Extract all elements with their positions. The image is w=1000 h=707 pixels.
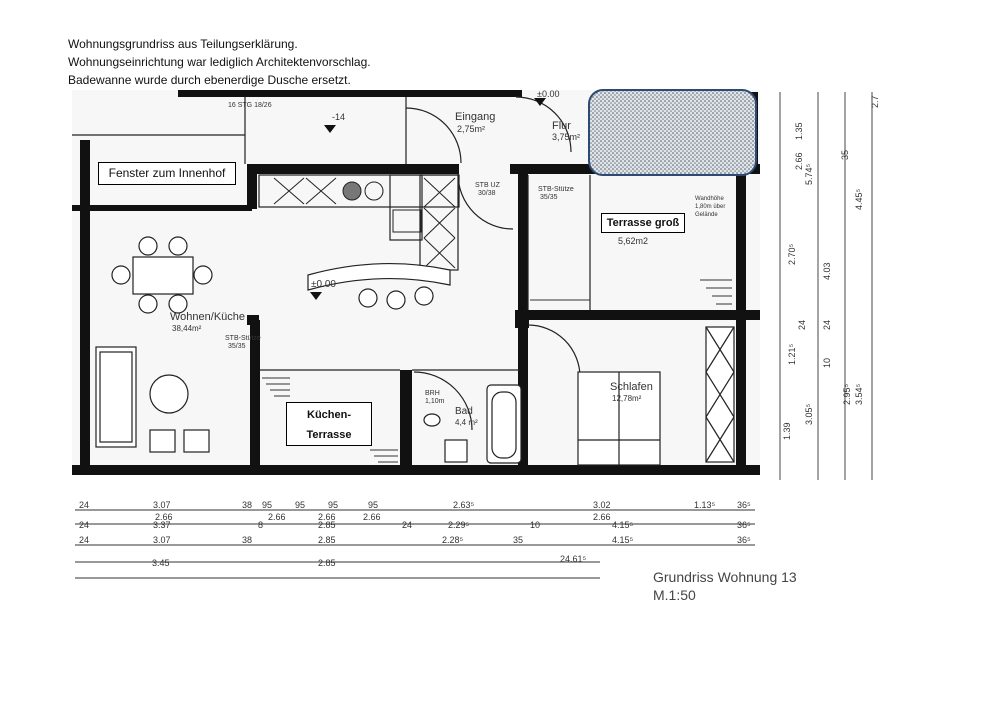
terrasse-gross-text: Terrasse groß	[606, 217, 680, 229]
dim-r4-1: 3.07	[153, 535, 171, 545]
brh-2: 1,10m	[425, 398, 445, 405]
vdim-13: 2.7	[870, 95, 880, 108]
dim-r1-8: 3.02	[593, 500, 611, 510]
wandhoehe-3: Gelände	[695, 212, 718, 218]
bad-label: Bad	[455, 406, 473, 417]
dim-r1-9: 1.13⁵	[694, 500, 716, 510]
flur-area: 3,75m²	[552, 132, 581, 142]
kuechen-terrasse-label	[286, 402, 372, 446]
vdim-12: 3.54⁵	[854, 383, 864, 405]
note-line-2: Wohnungseinrichtung war lediglich Architektenvorschlag.	[68, 55, 371, 69]
vdim-8: 35	[840, 149, 850, 160]
top-level-label: ±0.00	[537, 89, 560, 99]
dim-r3-2: 8	[258, 520, 264, 530]
caption-scale: M.1:50	[653, 587, 696, 603]
note-line-3: Badewanne wurde durch ebenerdige Dusche ersetzt.	[68, 73, 351, 87]
vdim-1: 2.66	[794, 152, 804, 170]
dim-r4-0: 24	[79, 535, 90, 545]
wandhoehe-2: 1,80m über	[695, 204, 726, 210]
caption-title: Grundriss Wohnung 13	[653, 569, 797, 585]
dim-r1-4: 95	[295, 500, 306, 510]
wohnen-area: 38,44m²	[172, 324, 202, 333]
dim-r3-6: 10	[530, 520, 541, 530]
dim-r1-2: 38	[242, 500, 253, 510]
plan-caption	[653, 568, 797, 604]
vdim-10: 2.95⁵	[842, 383, 852, 405]
dim-r1-6: 95	[368, 500, 379, 510]
schlafen-label: Schlafen	[610, 381, 653, 393]
innenhof-text: Fenster zum Innenhof	[108, 166, 226, 180]
dim-r2-1: 2.66	[268, 512, 286, 522]
dim-r1-10: 36⁵	[737, 500, 751, 510]
dim-r4-3: 2.85	[318, 535, 336, 545]
stb-stuetze2-label: STB-Stütze	[225, 335, 261, 342]
vdim-2: 5.74⁵	[804, 163, 814, 185]
dim-r3-1: 3.37	[153, 520, 171, 530]
dim-r2-0: 2.66	[155, 512, 173, 522]
dim-r3-5: 2.29⁵	[448, 520, 470, 530]
dim-r1-0: 24	[79, 500, 90, 510]
vdim-4: 1.21⁵	[787, 343, 797, 365]
dim-r2-3: 2.66	[363, 512, 381, 522]
dim-r1-3: 95	[262, 500, 273, 510]
vdim-0: 1.35	[794, 122, 804, 140]
vdim-7: 24	[797, 319, 807, 330]
dim-r3-8: 36⁵	[737, 520, 751, 530]
terrasse-gross-label	[601, 213, 685, 233]
dim-r4-5: 35	[513, 535, 524, 545]
dim-r2-2: 2.66	[318, 512, 336, 522]
dim-r3-7: 4.15⁵	[612, 520, 634, 530]
vdim-11: 4.45⁵	[854, 188, 864, 210]
wandhoehe-1: Wandhöhe	[695, 196, 724, 202]
stb-uz-dim: 30/38	[478, 190, 496, 197]
dim-r1-1: 3.07	[153, 500, 171, 510]
kuechen-terrasse-line-2: Terrasse	[306, 429, 352, 441]
dim-r4-7: 36⁵	[737, 535, 751, 545]
vdim-14: 10	[822, 357, 832, 368]
dim-r2-4: 2.66	[593, 512, 611, 522]
stb-stuetze2-dim: 35/35	[228, 343, 246, 350]
dim-r4-6: 4.15⁵	[612, 535, 634, 545]
dim-r1-5: 95	[328, 500, 339, 510]
dim-r5-2: 24.61⁵	[560, 554, 587, 564]
stb-uz-label: STB UZ	[475, 182, 500, 189]
eingang-area: 2,75m²	[457, 124, 486, 134]
wohnen-label: Wohnen/Küche	[170, 311, 246, 323]
dim-r4-2: 38	[242, 535, 253, 545]
stb-stuetze-label: STB-Stütze	[538, 186, 574, 193]
kuechen-terrasse-line-1: Küchen-	[307, 409, 351, 421]
dim-r3-3: 2.85	[318, 520, 336, 530]
dim-r4-4: 2.28⁵	[442, 535, 464, 545]
stg-label: 16 STG 18/26	[228, 102, 272, 109]
brh-1: BRH	[425, 390, 440, 397]
stb-stuetze-dim: 35/35	[540, 194, 558, 201]
dim-r5-0: 3.45	[152, 558, 170, 568]
vdim-6: 1.39	[782, 422, 792, 440]
dim-r3-4: 24	[402, 520, 413, 530]
vdim-9: 4.03	[822, 262, 832, 280]
level-label: ±0.00	[311, 279, 336, 290]
innenhof-label	[98, 162, 236, 185]
vdim-3: 2.70⁵	[787, 243, 797, 265]
terrasse-area: 5,62m2	[618, 236, 649, 246]
vertical-dimensions	[782, 95, 880, 440]
note-line-1: Wohnungsgrundriss aus Teilungserklärung.	[68, 37, 298, 51]
eingang-label: Eingang	[455, 111, 496, 123]
bad-area: 4,4 m²	[455, 418, 478, 427]
flur-label: Flur	[552, 120, 571, 132]
schlafen-area: 12,78m²	[612, 394, 642, 403]
dim-r1-7: 2.63⁵	[453, 500, 475, 510]
vdim-5: 3.05⁵	[804, 403, 814, 425]
planting-area	[589, 90, 756, 175]
dim-r3-0: 24	[79, 520, 90, 530]
vdim-15: 24	[822, 319, 832, 330]
minus14-label: -14	[332, 112, 346, 122]
dim-r5-1: 2.85	[318, 558, 336, 568]
